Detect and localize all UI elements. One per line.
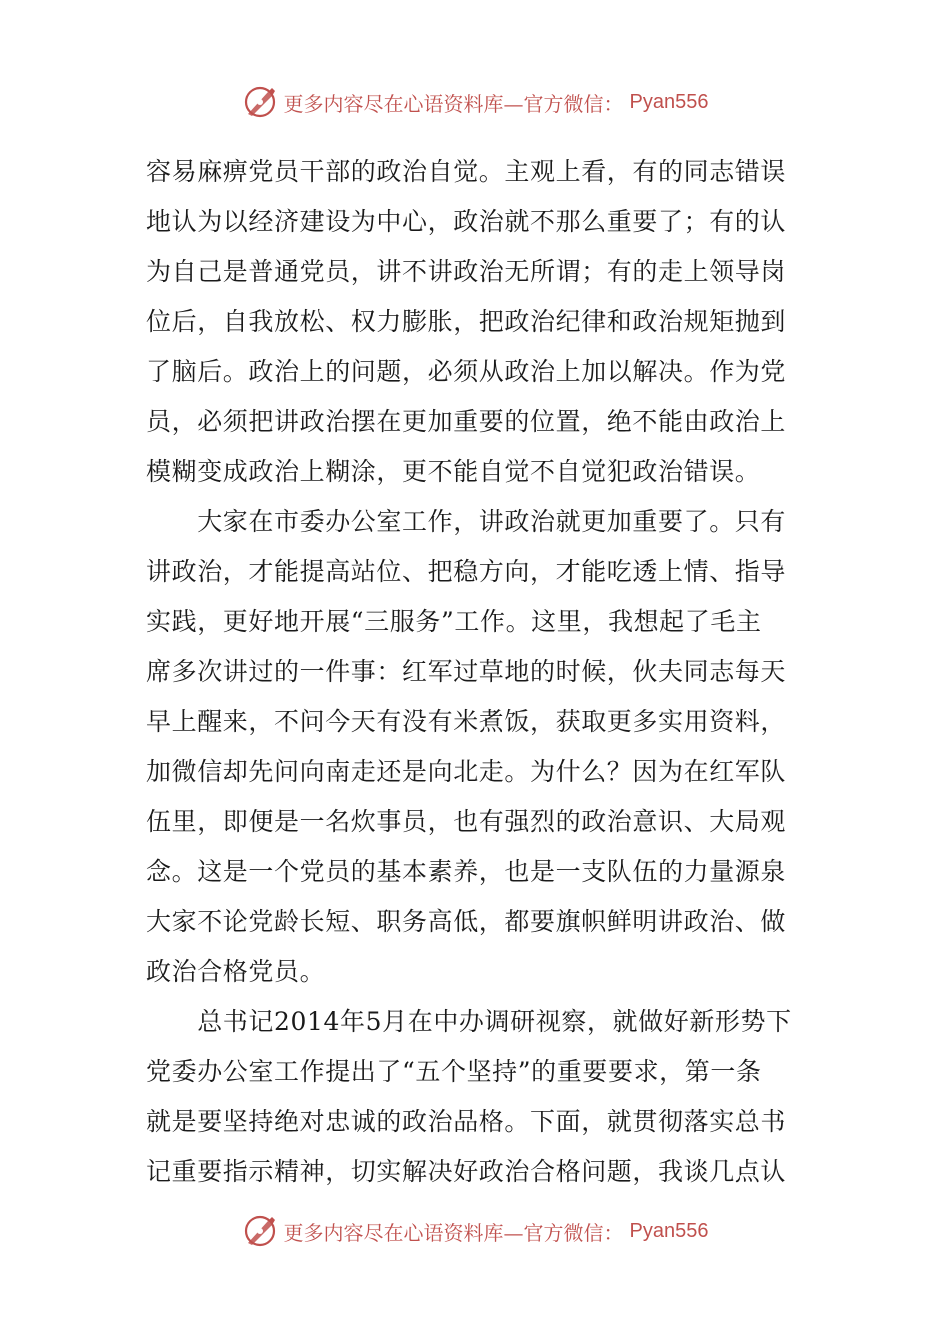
text-line: 讲政治，才能提高站位、把稳方向，才能吃透上情、指导 [146, 557, 787, 586]
paragraph [146, 497, 806, 997]
paragraph [146, 997, 806, 1197]
document-body [146, 147, 806, 1197]
text-line: 位后，自我放松、权力膨胀，把政治纪律和政治规矩抛到 [146, 307, 787, 336]
text-line: 容易麻痹党员干部的政治自觉。主观上看，有的同志错误 [146, 157, 787, 186]
text-line: 加微信却先问向南走还是向北走。为什么？因为在红军队 [146, 757, 787, 786]
text-line: 伍里，即便是一名炊事员，也有强烈的政治意识、大局观 [146, 807, 787, 836]
text-line: 大家在市委办公室工作，讲政治就更加重要了。只有 [146, 507, 787, 536]
text-line: 模糊变成政治上糊涂，更不能自觉不自觉犯政治错误。 [146, 457, 761, 486]
text-line: 大家不论党龄长短、职务高低，都要旗帜鲜明讲政治、做 [146, 907, 787, 936]
text-line: 记重要指示精神，切实解决好政治合格问题，我谈几点认 [146, 1157, 787, 1186]
text-line: 早上醒来，不问今天有没有米煮饭，获取更多实用资料， [146, 707, 787, 736]
text-line: 总书记2014年5月在中办调研视察，就做好新形势下 [146, 1007, 792, 1036]
text-line: 席多次讲过的一件事：红军过草地的时候，伙夫同志每天 [146, 657, 787, 686]
watermark-contact-id: Pyan556 [629, 1219, 709, 1242]
text-line: 地认为以经济建设为中心，政治就不那么重要了；有的认 [146, 207, 787, 236]
pen-circle-logo-icon [242, 1213, 278, 1249]
text-line: 实践，更好地开展“三服务”工作。这里，我想起了毛主 [146, 607, 762, 636]
text-line: 员，必须把讲政治摆在更加重要的位置，绝不能由政治上 [146, 407, 787, 436]
header-watermark [0, 82, 950, 122]
footer-watermark [0, 1211, 950, 1251]
text-line: 就是要坚持绝对忠诚的政治品格。下面，就贯彻落实总书 [146, 1107, 787, 1136]
text-line: 念。这是一个党员的基本素养，也是一支队伍的力量源泉 [146, 857, 787, 886]
text-line: 党委办公室工作提出了“五个坚持”的重要要求，第一条 [146, 1057, 762, 1086]
text-line: 为自己是普通党员，讲不讲政治无所谓；有的走上领导岗 [146, 257, 787, 286]
pen-circle-logo-icon [242, 84, 278, 120]
text-line: 了脑后。政治上的问题，必须从政治上加以解决。作为党 [146, 357, 787, 386]
watermark-brand-text: 更多内容尽在心语资料库—官方微信： [283, 91, 624, 116]
watermark-brand-text: 更多内容尽在心语资料库—官方微信： [283, 1220, 624, 1245]
watermark-contact-id: Pyan556 [629, 90, 709, 113]
text-line: 政治合格党员。 [146, 957, 326, 986]
paragraph [146, 147, 806, 497]
